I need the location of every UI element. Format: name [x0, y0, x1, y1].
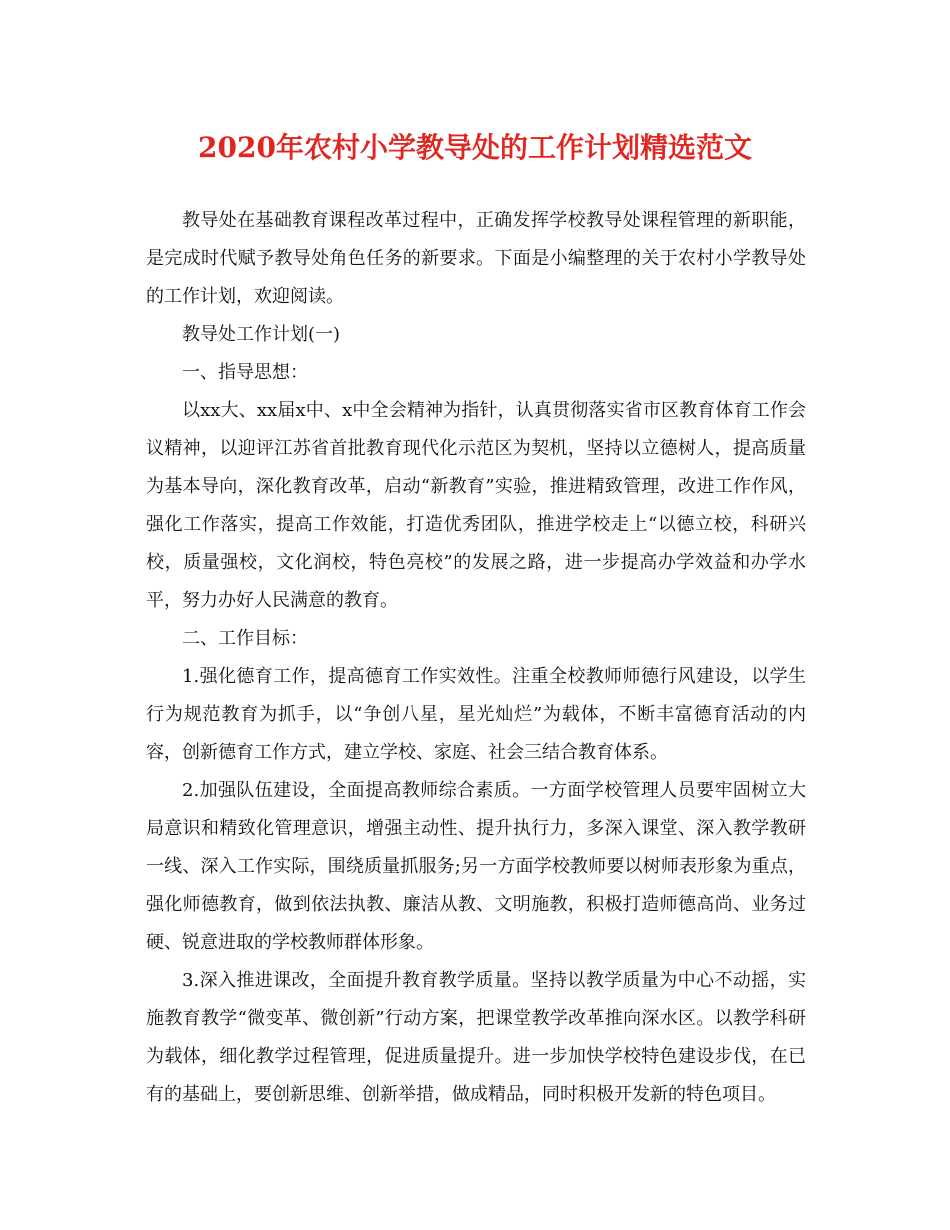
- plan-heading: 教导处工作计划(一): [182, 324, 341, 345]
- document-body: [146, 202, 806, 1114]
- goal-item-3: 3.深入推进课改，全面提升教育教学质量。坚持以教学质量为中心不动摇，实施教育教学“微变革、微创新”行动方案，把课堂教学改革推向深水区。以教学科研为载体，细化教学过程管理，促进质量提升。进一步加快学校特色建设步伐，在已有的基础上，要创新思维、创新举措，做成精品，同时积极开发新的特色项目。: [146, 970, 806, 1105]
- goal-item-2: 2.加强队伍建设，全面提高教师综合素质。一方面学校管理人员要牢固树立大局意识和精致化管理意识，增强主动性、提升执行力，多深入课堂、深入教学教研一线、深入工作实际，围绕质量抓服务;另一方面学校教师要以树师表形象为重点，强化师德教育，做到依法执教、廉洁从教、文明施教，积极打造师德高尚、业务过硬、锐意进取的学校教师群体形象。: [146, 780, 806, 953]
- goal-item-1: 1.强化德育工作，提高德育工作实效性。注重全校教师师德行风建设，以学生行为规范教育为抓手，以“争创八星，星光灿烂”为载体，不断丰富德育活动的内容，创新德育工作方式，建立学校、家庭、社会三结合教育体系。: [146, 666, 806, 763]
- guiding-ideology-paragraph: 以xx大、xx届x中、x中全会精神为指针，认真贯彻落实省市区教育体育工作会议精神，以迎评江苏省首批教育现代化示范区为契机，坚持以立德树人，提高质量为基本导向，深化教育改革，启动“新教育”实验，推进精致管理，改进工作作风，强化工作落实，提高工作效能，打造优秀团队，推进学校走上“以德立校，科研兴校，质量强校，文化润校，特色亮校”的发展之路，进一步提高办学效益和办学水平，努力办好人民满意的教育。: [146, 400, 806, 611]
- section-heading-guiding-ideology: 一、指导思想：: [182, 362, 308, 383]
- document-title: 2020年农村小学教导处的工作计划精选范文: [198, 131, 752, 164]
- section-heading-work-goals: 二、工作目标：: [182, 628, 308, 649]
- intro-paragraph: 教导处在基础教育课程改革过程中，正确发挥学校教导处课程管理的新职能，是完成时代赋予教导处角色任务的新要求。下面是小编整理的关于农村小学教导处的工作计划，欢迎阅读。: [146, 210, 806, 307]
